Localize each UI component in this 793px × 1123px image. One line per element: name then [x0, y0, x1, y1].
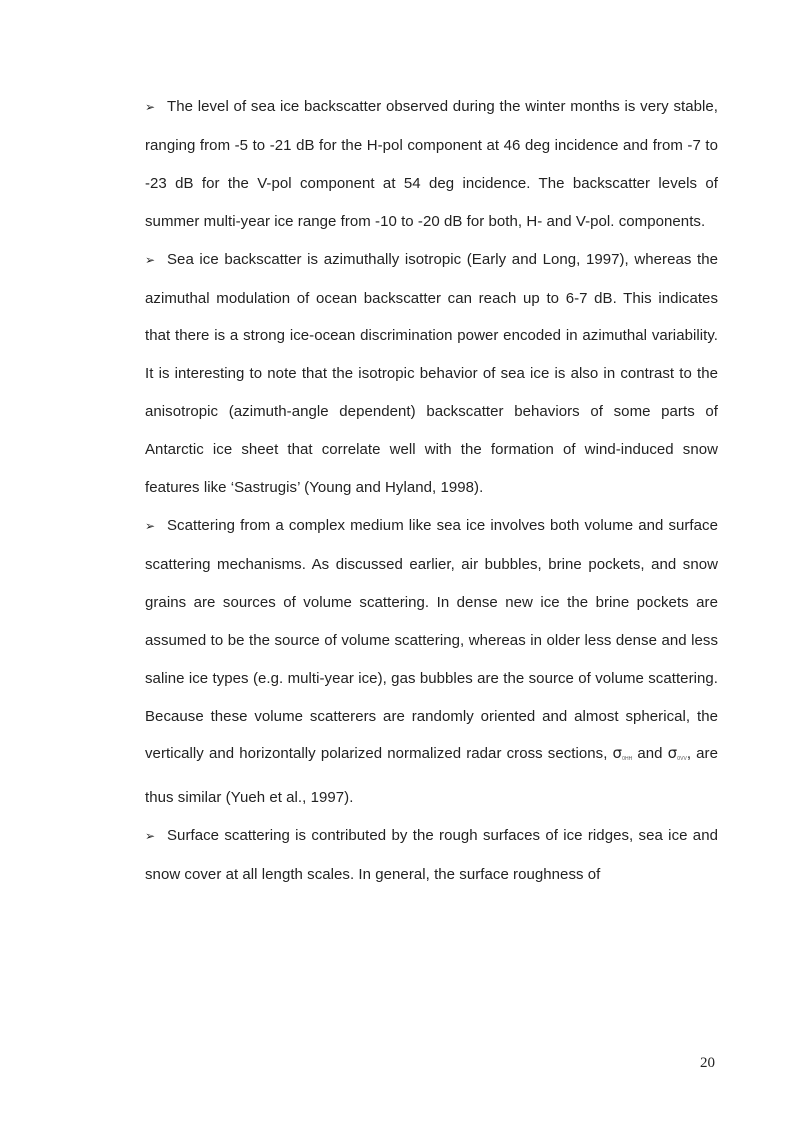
- arrowhead-bullet-icon: ➢: [145, 518, 156, 533]
- sigma-vv-symbol: σ: [667, 744, 678, 763]
- paragraph-text: Scattering from a complex medium like sea ice involves both volume and surface scattering mechanisms. As discussed earlier, air bubbles, brine pockets, and snow grains are sources of volume scattering. In dense new ice the brine pockets are assumed to be the source of volume scattering, whereas in older less dense and less saline ice types (e.g. multi-year ice), gas bubbles are the source of volume scattering. Because these volume scatterers are randomly oriented and almost spherical, the vertically and horizontally polarized normalized radar cross sections,: [145, 516, 718, 763]
- paragraph-text: and: [637, 745, 663, 763]
- bullet-paragraph: [145, 817, 718, 894]
- bullet-paragraph: [145, 241, 718, 507]
- page-number: 20: [700, 1055, 715, 1071]
- arrowhead-bullet-icon: ➢: [145, 829, 156, 844]
- sigma-hh-subscript: 0HH: [622, 756, 633, 763]
- paragraph-text: Surface scattering is contributed by the rough surfaces of ice ridges, sea ice and snow cover at all length scales. In general, the surface roughness of: [145, 827, 718, 884]
- bullet-paragraph: [145, 88, 718, 241]
- sigma-hh-symbol: σ: [612, 744, 623, 763]
- paragraph-text: , are thus similar (Yueh et al., 1997).: [145, 745, 718, 807]
- arrowhead-bullet-icon: ➢: [145, 252, 156, 267]
- sigma-vv-subscript: 0VV: [677, 756, 687, 763]
- bullet-paragraph: [145, 507, 718, 817]
- page-body: [145, 88, 718, 894]
- paragraph-text: The level of sea ice backscatter observed during the winter months is very stable, ranging from -5 to -21 dB for the H-pol component at 46 deg incidence and from -7 to -23 dB for the V-pol component at 54 deg incidence. The backscatter levels of summer multi-year ice range from -10 to -20 dB for both, H- and V-pol. components.: [145, 98, 718, 230]
- paragraph-text: Sea ice backscatter is azimuthally isotropic (Early and Long, 1997), whereas the azimuthal modulation of ocean backscatter can reach up to 6-7 dB. This indicates that there is a strong ice-ocean discrimination power encoded in azimuthal variability. It is interesting to note that the isotropic behavior of sea ice is also in contrast to the anisotropic (azimuth-angle dependent) backscatter behaviors of some parts of Antarctic ice sheet that correlate well with the formation of wind-induced snow features like ‘Sastrugis’ (Young and Hyland, 1998).: [145, 250, 718, 497]
- arrowhead-bullet-icon: ➢: [145, 100, 156, 114]
